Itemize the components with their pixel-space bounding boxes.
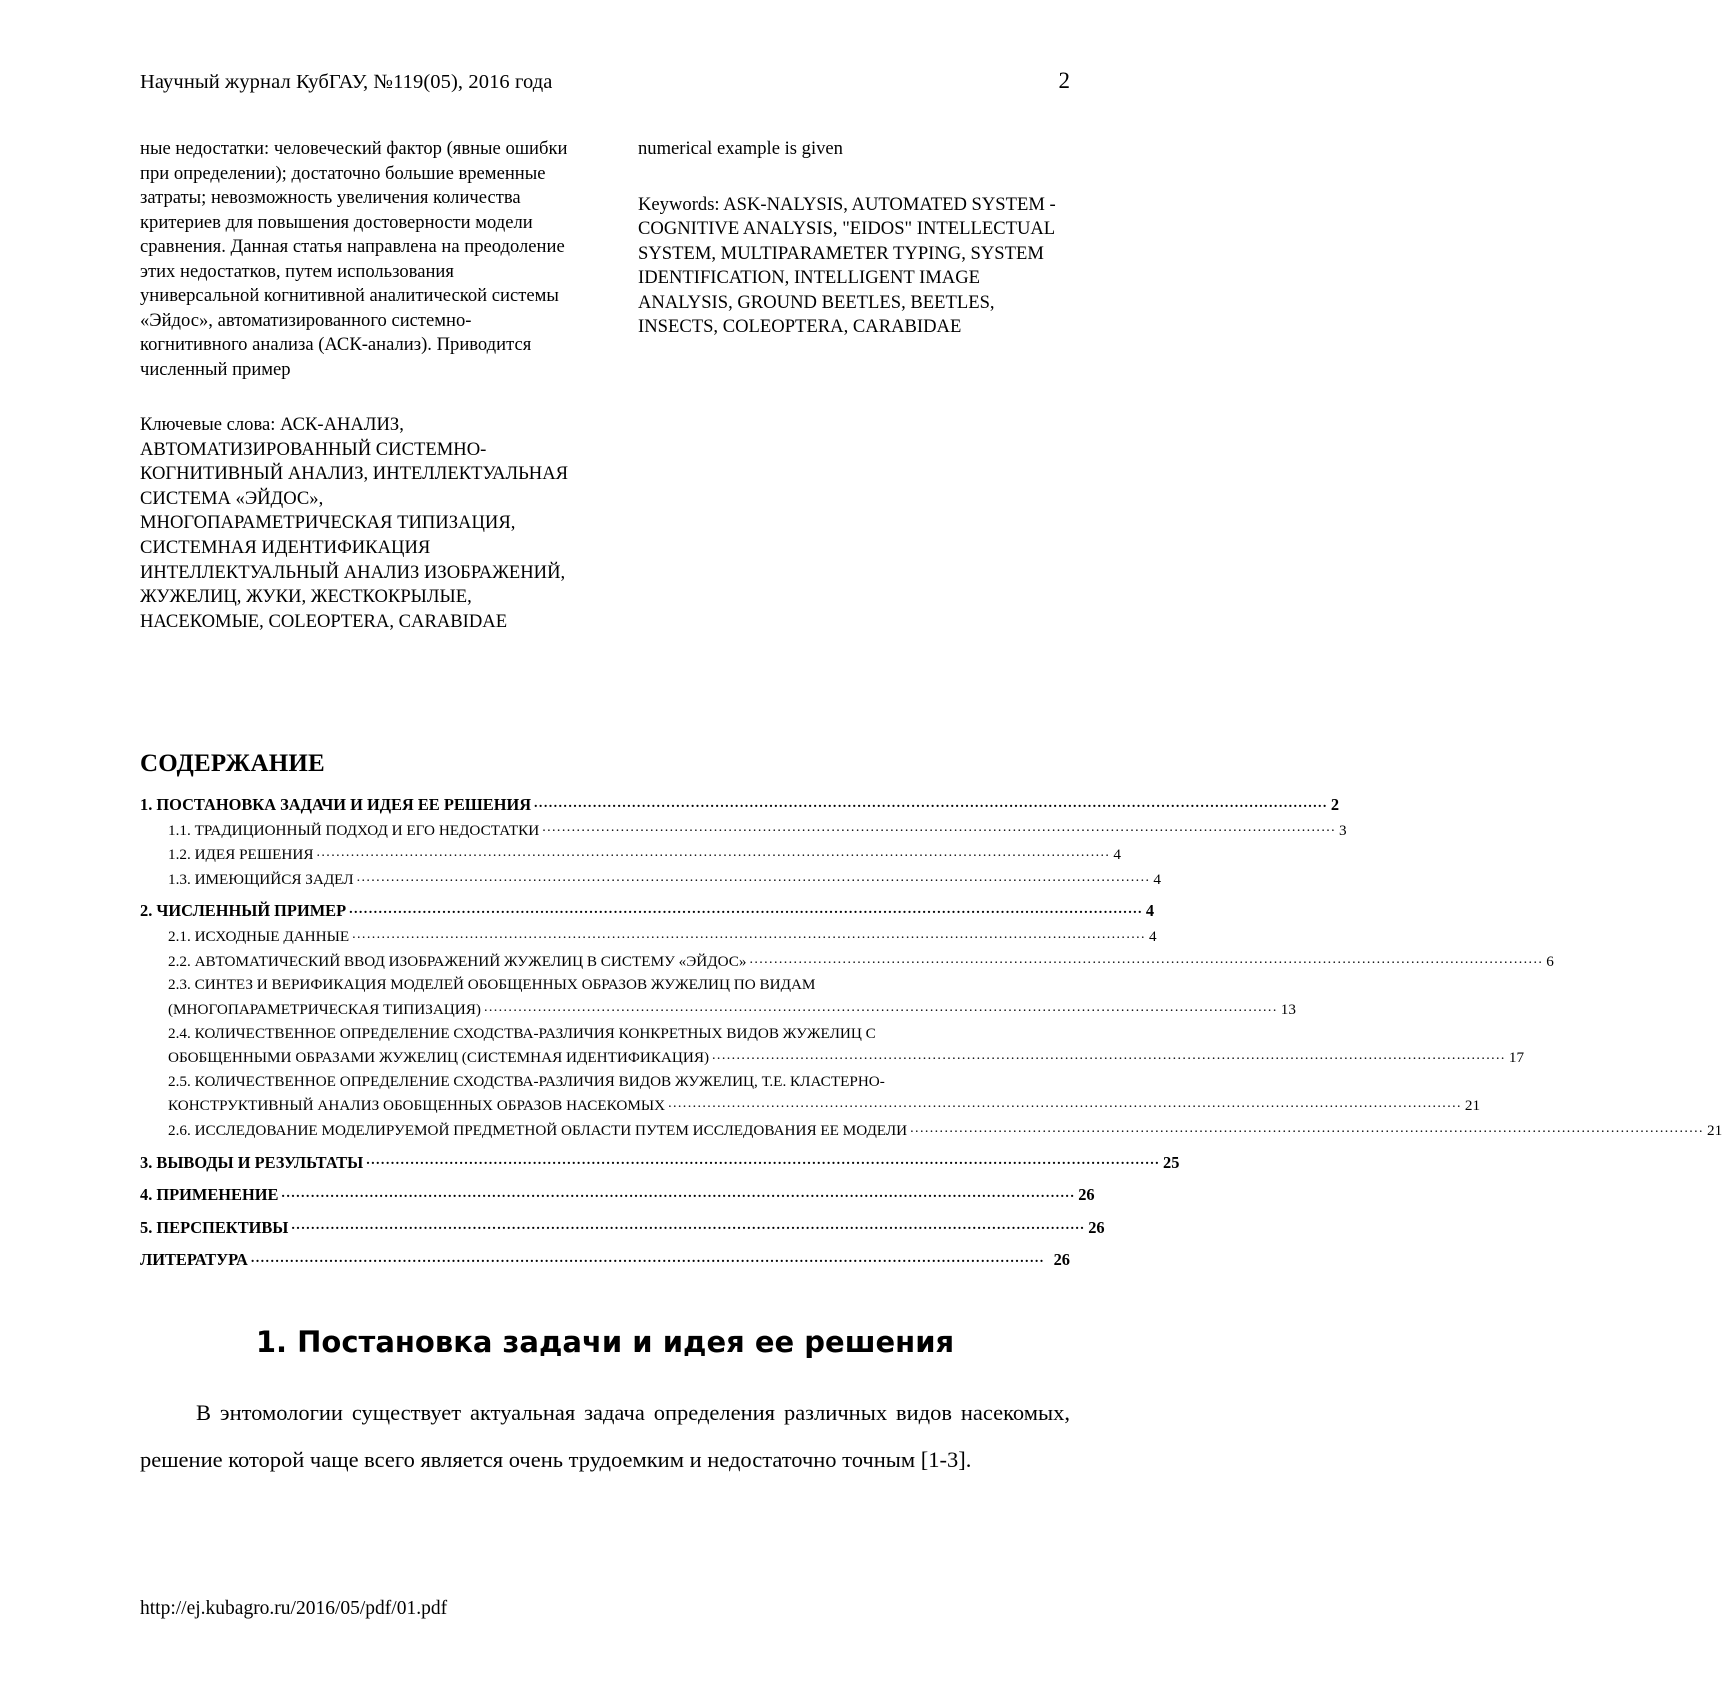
toc-entry[interactable] xyxy=(140,1247,1070,1272)
toc-entry-page: 26 xyxy=(1078,1185,1095,1205)
toc-entry-page: 21 xyxy=(1464,1097,1481,1115)
toc-leader-dots: .................................................................................................................................................................. xyxy=(356,869,1151,885)
toc-entry[interactable] xyxy=(140,867,1161,892)
toc-entry[interactable] xyxy=(140,1150,1180,1175)
toc-leader-dots: .................................................................................................................................................................. xyxy=(281,1185,1076,1201)
abstract-section xyxy=(140,137,1070,634)
toc-leader-dots: .................................................................................................................................................................. xyxy=(542,820,1337,836)
toc-entry-page: 25 xyxy=(1163,1152,1180,1172)
abstract-text-english: numerical example is given xyxy=(638,138,843,159)
toc-entry[interactable] xyxy=(140,898,1155,923)
toc-entry[interactable] xyxy=(140,1215,1105,1240)
toc-entry[interactable] xyxy=(140,1182,1095,1207)
toc-entry[interactable] xyxy=(140,924,1157,949)
toc-entry-label: 2. ЧИСЛЕННЫЙ ПРИМЕР xyxy=(140,901,347,921)
toc-entry-label-cont: (МНОГОПАРАМЕТРИЧЕСКАЯ ТИПИЗАЦИЯ) xyxy=(168,1000,481,1018)
footer-url[interactable]: http://ej.kubagro.ru/2016/05/pdf/01.pdf xyxy=(140,1598,448,1619)
toc-entry-page: 26 xyxy=(1053,1249,1070,1269)
toc-entry-page: 13 xyxy=(1280,1000,1296,1018)
toc-entry[interactable] xyxy=(140,949,1554,974)
toc-entry-page: 3 xyxy=(1339,821,1347,839)
toc-entry-page: 26 xyxy=(1088,1217,1105,1237)
toc-title: СОДЕРЖАНИЕ xyxy=(140,750,325,777)
table-of-contents xyxy=(140,750,1722,1272)
toc-entry-label: 4. ПРИМЕНЕНИЕ xyxy=(140,1185,279,1205)
toc-entry-label: 2.4. КОЛИЧЕСТВЕННОЕ ОПРЕДЕЛЕНИЕ СХОДСТВА-РАЗЛИЧИЯ КОНКРЕТНЫХ ВИДОВ ЖУЖЕЛИЦ С xyxy=(168,1024,876,1042)
journal-title: Научный журнал КубГАУ, №119(05), 2016 года xyxy=(140,71,553,93)
toc-entry-page: 17 xyxy=(1508,1049,1525,1067)
toc-leader-dots: .................................................................................................................................................................. xyxy=(668,1096,1462,1112)
toc-entry-page: 4 xyxy=(1148,928,1157,946)
page-number: 2 xyxy=(1058,68,1070,93)
toc-entry-label: ЛИТЕРАТУРА xyxy=(140,1249,248,1269)
toc-leader-dots: .................................................................................................................................................................. xyxy=(749,951,1544,967)
toc-leader-dots: .................................................................................................................................................................. xyxy=(250,1250,1045,1266)
toc-entry[interactable] xyxy=(140,973,1296,1021)
toc-entry-label: 2.6. ИССЛЕДОВАНИЕ МОДЕЛИРУЕМОЙ ПРЕДМЕТНОЙ ОБЛАСТИ ПУТЕМ ИССЛЕДОВАНИЯ ЕЕ МОДЕЛИ xyxy=(168,1122,908,1140)
toc-leader-dots: .................................................................................................................................................................. xyxy=(712,1048,1506,1064)
toc-entry-label-cont: ОБОБЩЕННЫМИ ОБРАЗАМИ ЖУЖЕЛИЦ (СИСТЕМНАЯ ИДЕНТИФИКАЦИЯ) xyxy=(168,1049,710,1067)
toc-leader-dots: .................................................................................................................................................................. xyxy=(366,1153,1161,1169)
toc-leader-dots: .................................................................................................................................................................. xyxy=(483,999,1278,1015)
toc-entry-label: 2.2. АВТОМАТИЧЕСКИЙ ВВОД ИЗОБРАЖЕНИЙ ЖУЖЕЛИЦ В СИСТЕМУ «ЭЙДОС» xyxy=(168,952,747,970)
toc-entry-label: 1.2. ИДЕЯ РЕШЕНИЯ xyxy=(168,846,314,864)
keywords-russian: Ключевые слова: АСК-АНАЛИЗ, АВТОМАТИЗИРОВАННЫЙ СИСТЕМНО-КОГНИТИВНЫЙ АНАЛИЗ, ИНТЕЛЛЕКТУАЛЬНАЯ СИСТЕМА «ЭЙДОС», МНОГОПАРАМЕТРИЧЕСКАЯ ТИПИЗАЦИЯ, СИСТЕМНАЯ ИДЕНТИФИКАЦИЯ ИНТЕЛЛЕКТУАЛЬНЫЙ АНАЛИЗ ИЗОБРАЖЕНИЙ, ЖУЖЕЛИЦ, ЖУКИ, ЖЕСТКОКРЫЛЫЕ, НАСЕКОМЫЕ, COLEOPTERA, CARABIDAE xyxy=(140,414,569,632)
toc-entry-label: 2.1. ИСХОДНЫЕ ДАННЫЕ xyxy=(168,928,350,946)
toc-leader-dots: .................................................................................................................................................................. xyxy=(291,1218,1086,1234)
abstract-text-russian: ные недостатки: человеческий фактор (явные ошибки при определении); достаточно большие временные затраты; невозможность увеличения количества критериев для повышения достоверности модели сравнения. Данная статья направлена на преодоление этих недостатков, путем использования универсальной когнитивной аналитической системы «Эйдос», автоматизированного системно-когнитивного анализа (АСК-анализ). Приводится численный пример xyxy=(140,138,568,380)
toc-leader-dots: .................................................................................................................................................................. xyxy=(352,926,1146,942)
toc-leader-dots: .................................................................................................................................................................. xyxy=(349,902,1143,918)
toc-entry-page: 2 xyxy=(1330,795,1340,814)
abstract-column-english xyxy=(638,137,1070,634)
toc-entry-label: 1.3. ИМЕЮЩИЙСЯ ЗАДЕЛ xyxy=(168,870,354,888)
section-paragraph: В энтомологии существует актуальная задача определения различных видов насекомых, решение которой чаще всего является очень трудоемким и недостаточно точным [1-3]. xyxy=(140,1400,1070,1472)
page-header xyxy=(140,68,1070,94)
toc-leader-dots: .................................................................................................................................................................. xyxy=(910,1121,1704,1137)
toc-entry[interactable] xyxy=(140,1022,1525,1070)
section-heading: 1. Постановка задачи и идея ее решения xyxy=(255,1325,955,1359)
toc-entry[interactable] xyxy=(140,842,1121,867)
abstract-column-russian xyxy=(140,137,572,634)
toc-entry-label: 2.3. СИНТЕЗ И ВЕРИФИКАЦИЯ МОДЕЛЕЙ ОБОБЩЕННЫХ ОБРАЗОВ ЖУЖЕЛИЦ ПО ВИДАМ xyxy=(168,976,816,994)
toc-leader-dots: .................................................................................................................................................................. xyxy=(534,795,1328,811)
toc-entry-page: 4 xyxy=(1113,846,1121,864)
toc-leader-dots: .................................................................................................................................................................. xyxy=(316,845,1111,861)
toc-entry[interactable] xyxy=(140,817,1347,842)
toc-entry-page: 4 xyxy=(1153,870,1161,888)
toc-entry-page: 21 xyxy=(1706,1122,1722,1140)
toc-entry[interactable] xyxy=(140,1118,1722,1143)
toc-entry-label: 2.5. КОЛИЧЕСТВЕННОЕ ОПРЕДЕЛЕНИЕ СХОДСТВА-РАЗЛИЧИЯ ВИДОВ ЖУЖЕЛИЦ, Т.Е. КЛАСТЕРНО- xyxy=(168,1072,885,1090)
toc-entry-label: 1. ПОСТАНОВКА ЗАДАЧИ И ИДЕЯ ЕЕ РЕШЕНИЯ xyxy=(140,795,532,814)
keywords-english: Keywords: ASK-NALYSIS, AUTOMATED SYSTEM - COGNITIVE ANALYSIS, "EIDOS" INTELLECTUAL SYSTEM, MULTIPARAMETER TYPING, SYSTEM IDENTIFICATION, INTELLIGENT IMAGE ANALYSIS, GROUND BEETLES, BEETLES, INSECTS, COLEOPTERA, CARABIDAE xyxy=(638,193,1056,338)
toc-entry[interactable] xyxy=(140,1070,1481,1118)
toc-entry-label: 3. ВЫВОДЫ И РЕЗУЛЬТАТЫ xyxy=(140,1152,364,1172)
toc-entry-page: 4 xyxy=(1145,901,1155,921)
toc-entry-label: 1.1. ТРАДИЦИОННЫЙ ПОДХОД И ЕГО НЕДОСТАТКИ xyxy=(168,821,540,839)
toc-entry-label-cont: КОНСТРУКТИВНЫЙ АНАЛИЗ ОБОБЩЕННЫХ ОБРАЗОВ НАСЕКОМЫХ xyxy=(168,1097,666,1115)
toc-entry[interactable] xyxy=(140,792,1340,817)
toc-entry-label: 5. ПЕРСПЕКТИВЫ xyxy=(140,1217,289,1237)
toc-entry-page: 6 xyxy=(1546,952,1554,970)
